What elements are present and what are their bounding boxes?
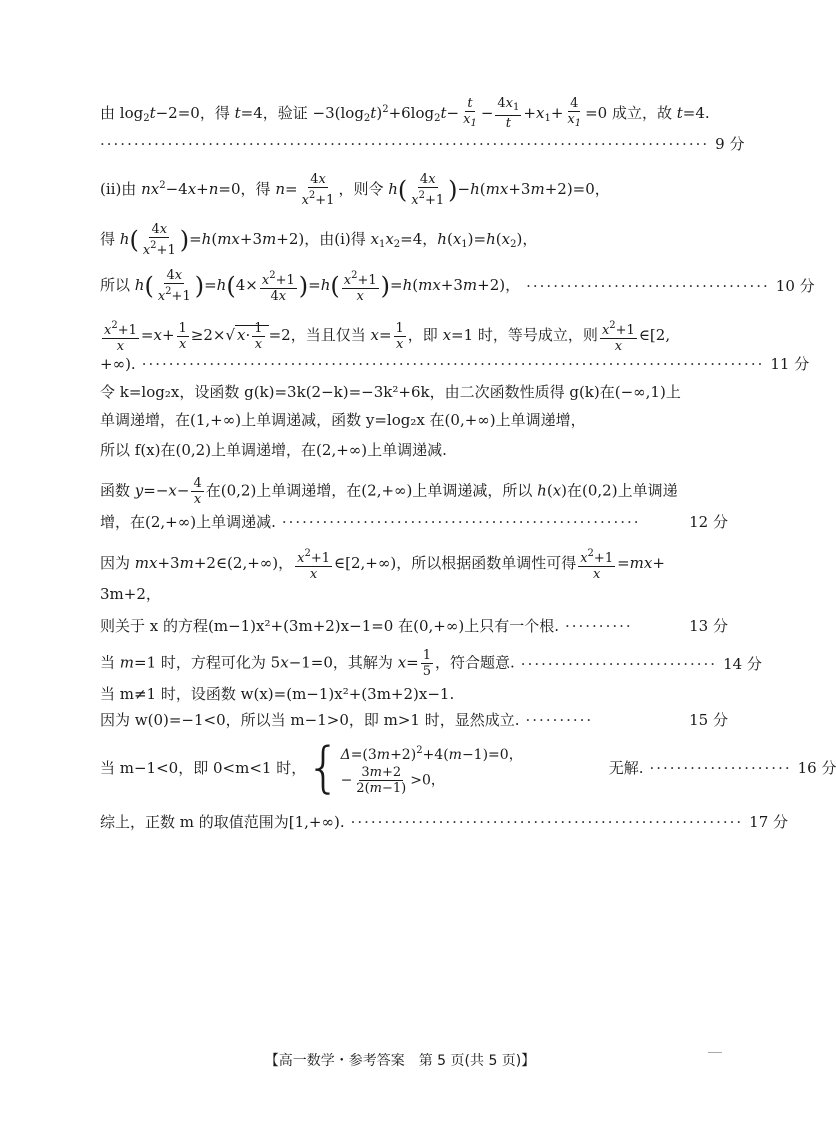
line-9: 所以 f(x)在(0,2)上单调递增，在(2,+∞)上单调递减.: [100, 441, 447, 459]
equation-system: [341, 741, 523, 796]
line-11-text: 增，在(2,+∞)上单调递减.: [100, 513, 276, 531]
score-13: 13 分: [689, 617, 728, 635]
line-15: 当 m=1 时，方程可化为 5x−1=0，其解为 x= $\frac{1}{5}$ ，符合题意. ····························· 14 分: [100, 648, 762, 679]
leader-dots: ····························································································: [141, 355, 765, 373]
leader-dots: ·····················: [649, 759, 792, 777]
score-9: 9 分: [715, 135, 745, 153]
system-eq-1: $\Delta=(3m+2)^2+4(m-1)=0$，: [340, 744, 523, 763]
score-10: 10 分: [775, 277, 815, 295]
margin-mark: [708, 1052, 722, 1053]
line-5: $\frac{x^2+1}{x}$ =x+ $\frac{1}{x}$ ≥2×√ x· $\frac{1}{x}$ =2，当且仅当 x= $\frac{1}{x}$ ，即 x=1 时，等号成立，则 $\frac{x^2+1}{x}$ ∈[2,: [104, 320, 671, 354]
line-18: [100, 736, 836, 799]
line-17-text: 因为 w(0)=−1<0，所以当 m−1>0，即 m>1 时，显然成立.: [100, 711, 520, 729]
line-14: [100, 616, 728, 636]
score-17: 17 分: [749, 813, 789, 831]
line-6: [100, 354, 810, 374]
leader-dots: ·····················································: [281, 513, 641, 531]
line-14-text: 则关于 x 的方程(m−1)x²+(3m+2)x−1=0 在(0,+∞)上只有一个根.: [100, 617, 559, 635]
leader-dots: ··········: [564, 617, 633, 635]
line-11: [100, 512, 728, 532]
score-12: 12 分: [689, 513, 728, 531]
leader-dots: ··········: [525, 711, 594, 729]
line-1: 由 $\log_2t-2=0$，得 t=4，验证 $-3(\log_2t)^2+6\log_2t-$ $\frac{t}{x_1}$ − $\frac{4x_1}{t}$ $+x_1+$ $\frac{4}{x_1}$ =0 成立，故 t=4.: [100, 96, 710, 131]
line-3: 得 h( $\frac{4x}{x^2+1}$ )=h(mx+3m+2)，由(ⅰ)得 $x_1x_2=4$，$h(x_1)=h(x_2)$，: [100, 222, 538, 258]
line-12: 因为 mx+3m+2∈(2,+∞)， $\frac{x^2+1}{x}$ ∈[2,+∞)，所以根据函数单调性可得 $\frac{x^2+1}{x}$ =mx+: [100, 548, 665, 582]
leader-dots: ·····························: [520, 654, 718, 673]
line-13: 3m+2，: [100, 585, 161, 603]
line-2: (ⅱ)由 $nx^2-4x+n=0$，得 n= $\frac{4x}{x^2+1}$ ，则令 h( $\frac{4x}{x^2+1}$ )−h(mx+3m+2)=0，: [100, 172, 610, 208]
line-4: 所以 h( $\frac{4x}{x^2+1}$ )=h(4× $\frac{x^2+1}{4x}$ )=h( $\frac{x^2+1}{x}$ )=h(mx+3m+2)， ···································· 10 分: [100, 268, 815, 304]
leader-dots: ····································: [526, 277, 770, 295]
line-18-post: 无解.: [608, 759, 644, 777]
leader-dots: ··························································: [350, 813, 744, 831]
line-6-text: +∞).: [100, 355, 136, 373]
score-15: 15 分: [689, 711, 728, 729]
line-8: 单调递增，在(1,+∞)上单调递减，函数 y=log₂x 在(0,+∞)上单调递增，: [100, 411, 586, 429]
line-7: 令 k=log₂x，设函数 g(k)=3k(2−k)=−3k²+6k，由二次函数性质得 g(k)在(−∞,1)上: [100, 383, 681, 401]
left-brace: {: [306, 736, 341, 799]
line-16: 当 m≠1 时，设函数 w(x)=(m−1)x²+(3m+2)x−1.: [100, 685, 455, 703]
line-17: [100, 710, 728, 730]
line-10: 函数 y=−x− $\frac{4}{x}$ 在(0,2)上单调递增，在(2,+∞)上单调递减，所以 h(x)在(0,2)上单调递: [100, 476, 678, 507]
page-footer: 【高一数学・参考答案 第 5 页(共 5 页)】: [264, 1053, 536, 1069]
leader-dots: ··························································································: [100, 135, 710, 153]
system-eq-2: − $\frac{3m+2}{2(m-1)}$ >0，: [340, 764, 445, 796]
line-1-score-row: [100, 134, 745, 154]
score-11: 11 分: [770, 355, 810, 373]
score-14: 14 分: [723, 654, 762, 673]
score-16: 16 分: [797, 759, 836, 777]
line-19-text: 综上，正数 m 的取值范围为[1,+∞).: [100, 813, 345, 831]
line-18-pre: 当 m−1<0，即 0<m<1 时，: [100, 759, 307, 777]
line-19: [100, 812, 789, 832]
